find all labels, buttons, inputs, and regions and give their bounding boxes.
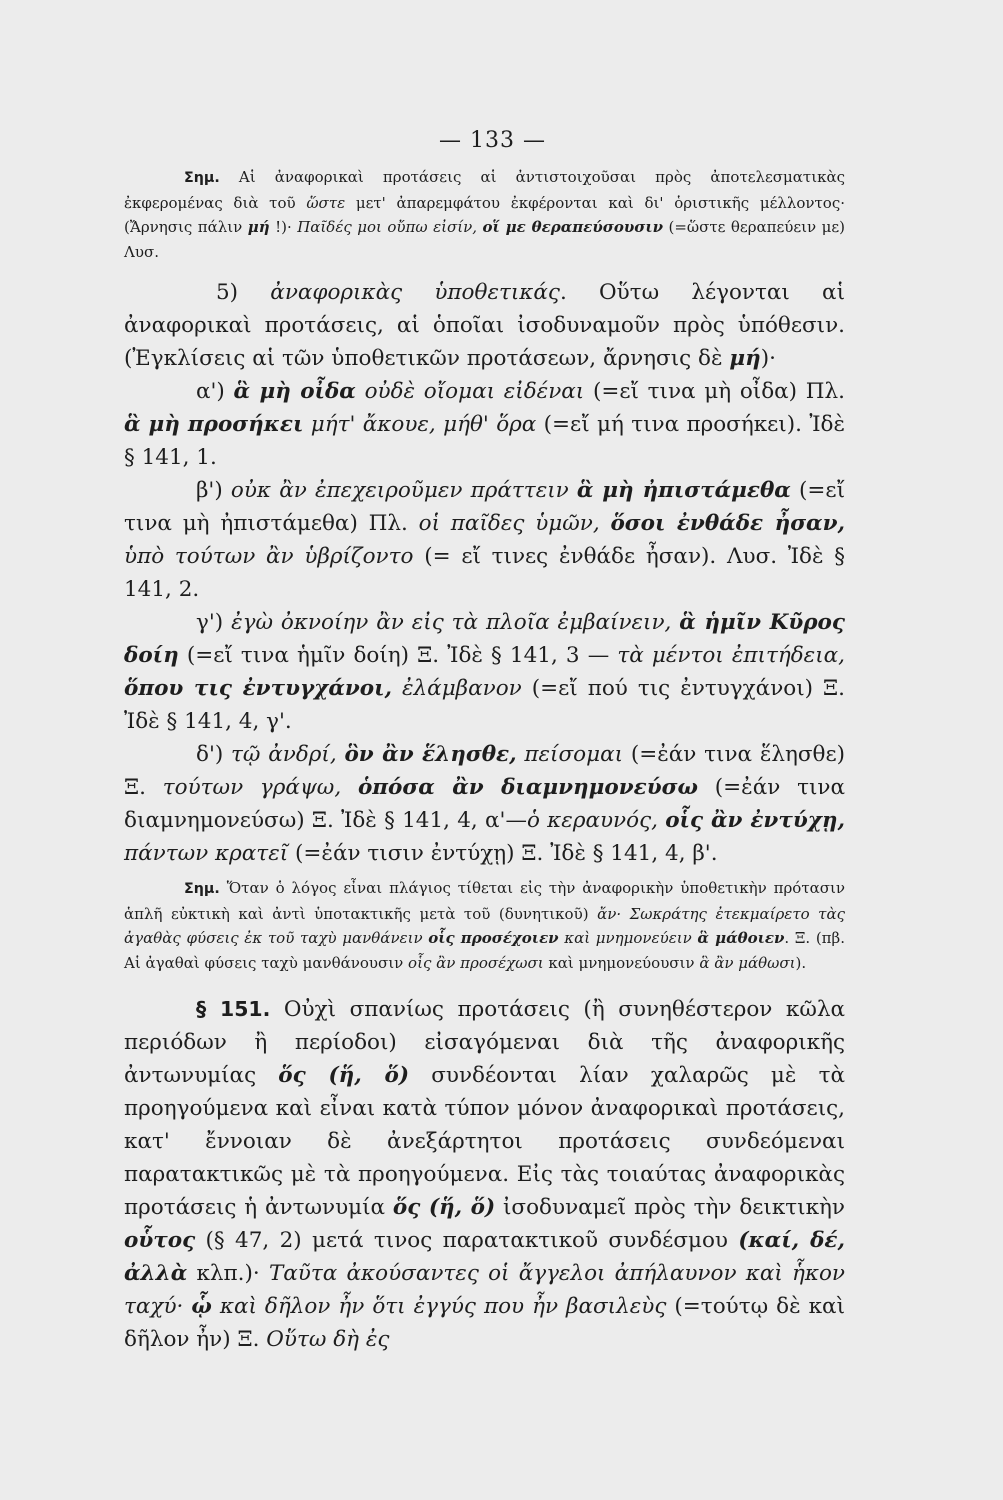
note-label: Σημ. [184, 170, 220, 186]
note-paragraph-2: Σημ. Ὅταν ὁ λόγος εἶναι πλάγιος τίθεται εἰς τὴν ἀναφορικὴν ὑποθετικὴν πρότασιν ἁπλῆ εὐκτικὴ καὶ ἀντὶ ὑποτακτικῆς μετὰ τοῦ (δυνητικοῦ) ἄν· Σωκράτης ἐτεκμαίρετο τὰς ἀγαθὰς φύσεις ἐκ τοῦ ταχὺ μανθάνειν οἷς προσέχοιεν καὶ μνημονεύειν ἃ μάθοιεν. Ξ. (πβ. Αἱ ἀγαθαὶ φύσεις ταχὺ μανθάνουσιν οἷς ἂν προσέχωσι καὶ μνημονεύουσιν ἃ ἂν μάθωσι). [124, 879, 845, 972]
example-alpha: α') ἃ μὴ οἶδα οὐδὲ οἴομαι εἰδέναι (=εἴ τινα μὴ οἶδα) Πλ. ἃ μὴ προσήκει μήτ' ἄκουε, μήθ' ὅρα (=εἴ μή τινα προσήκει). Ἰδὲ § 141, 1. [124, 379, 846, 470]
example-gamma: γ') ἐγὼ ὀκνοίην ἂν εἰς τὰ πλοῖα ἐμβαίνειν, ἃ ἡμῖν Κῦρος δοίη (=εἴ τινα ἡμῖν δοίη) Ξ. Ἰδὲ § 141, 3 — τὰ μέντοι ἐπιτήδεια, ὅπου τις ἐντυγχάνοι, ἐλάμβανον (=εἴ πού τις ἐντυγχάνοι) Ξ. Ἰδὲ § 141, 4, γ'. [124, 610, 845, 734]
example-beta: β') οὐκ ἂν ἐπεχειροῦμεν πράττειν ἃ μὴ ἠπιστάμεθα (=εἴ τινα μὴ ἠπιστάμεθα) Πλ. οἱ παῖδες ὑμῶν, ὅσοι ἐνθάδε ἦσαν, ὑπὸ τούτων ἂν ὑβρίζοντο (= εἴ τινες ἐνθάδε ἦσαν). Λυσ. Ἰδὲ § 141, 2. [124, 478, 846, 602]
section-label: § 151. [196, 997, 271, 1021]
page-number: — 133 — [439, 128, 546, 153]
paragraph-5-relative-conditional: 5) ἀναφορικὰς ὑποθετικάς. Οὕτω λέγονται αἱ ἀναφορικαὶ προτάσεις, αἱ ὁποῖαι ἰσοδυναμοῦν πρὸς ὑπόθεσιν. (Ἐγκλίσεις αἱ τῶν ὑποθετικῶν προτάσεων, ἄρνησις δὲ μή)· [124, 280, 846, 371]
example-delta: δ') τῷ ἀνδρί, ὃν ἂν ἕλησθε, πείσομαι (=ἐάν τινα ἕλησθε) Ξ. τούτων γράψω, ὁπόσα ἂν διαμνημονεύσω (=ἐάν τινα διαμνημονεύσω) Ξ. Ἰδὲ § 141, 4, α'—ὁ κεραυνός, οἷς ἂν ἐντύχῃ, πάντων κρατεῖ (=ἐάν τισιν ἐντύχῃ) Ξ. Ἰδὲ § 141, 4, β'. [124, 742, 846, 866]
note-label: Σημ. [184, 881, 220, 897]
section-151: § 151. Οὐχὶ σπανίως προτάσεις (ἢ συνηθέστερον κῶλα περιόδων ἢ περίοδοι) εἰσαγόμεναι διὰ τῆς ἀναφορικῆς ἀντωνυμίας ὅς (ἥ, ὅ) συνδέονται λίαν χαλαρῶς μὲ τὰ προηγούμενα καὶ εἶναι κατὰ τύπον μόνον ἀναφορικαὶ προτάσεις, κατ' ἔννοιαν δὲ ἀνεξάρτητοι προτάσεις συνδεόμεναι παρατακτικῶς μὲ τὰ προηγούμενα. Εἰς τὰς τοιαύτας ἀναφορικὰς προτάσεις ἡ ἀντωνυμία ὅς (ἥ, ὅ) ἰσοδυναμεῖ πρὸς τὴν δεικτικὴν οὗτος (§ 47, 2) μετά τινος παρατακτικοῦ συνδέσμου (καί, δέ, ἀλλὰ κλπ.)· Ταῦτα ἀκούσαντες οἱ ἄγγελοι ἀπήλαυνον καὶ ἧκον ταχύ· ᾧ καὶ δῆλον ἦν ὅτι ἐγγύς που ἦν βασιλεὺς (=τούτῳ δὲ καὶ δῆλον ἦν) Ξ. Οὕτω δὴ ἐς [124, 997, 846, 1352]
note-paragraph-1: Σημ. Αἱ ἀναφορικαὶ προτάσεις αἱ ἀντιστοιχοῦσαι πρὸς ἀποτελεσματικὰς ἐκφερομένας διὰ τοῦ ὥστε μετ' ἀπαρεμφάτου ἐκφέρονται καὶ δι' ὁριστικῆς μέλλοντος· (Ἄρνησις πάλιν μή !)· Παῖδές μοι οὔπω εἰσίν, οἵ με θεραπεύσουσιν (=ὥστε θεραπεύειν με) Λυσ. [124, 168, 846, 261]
